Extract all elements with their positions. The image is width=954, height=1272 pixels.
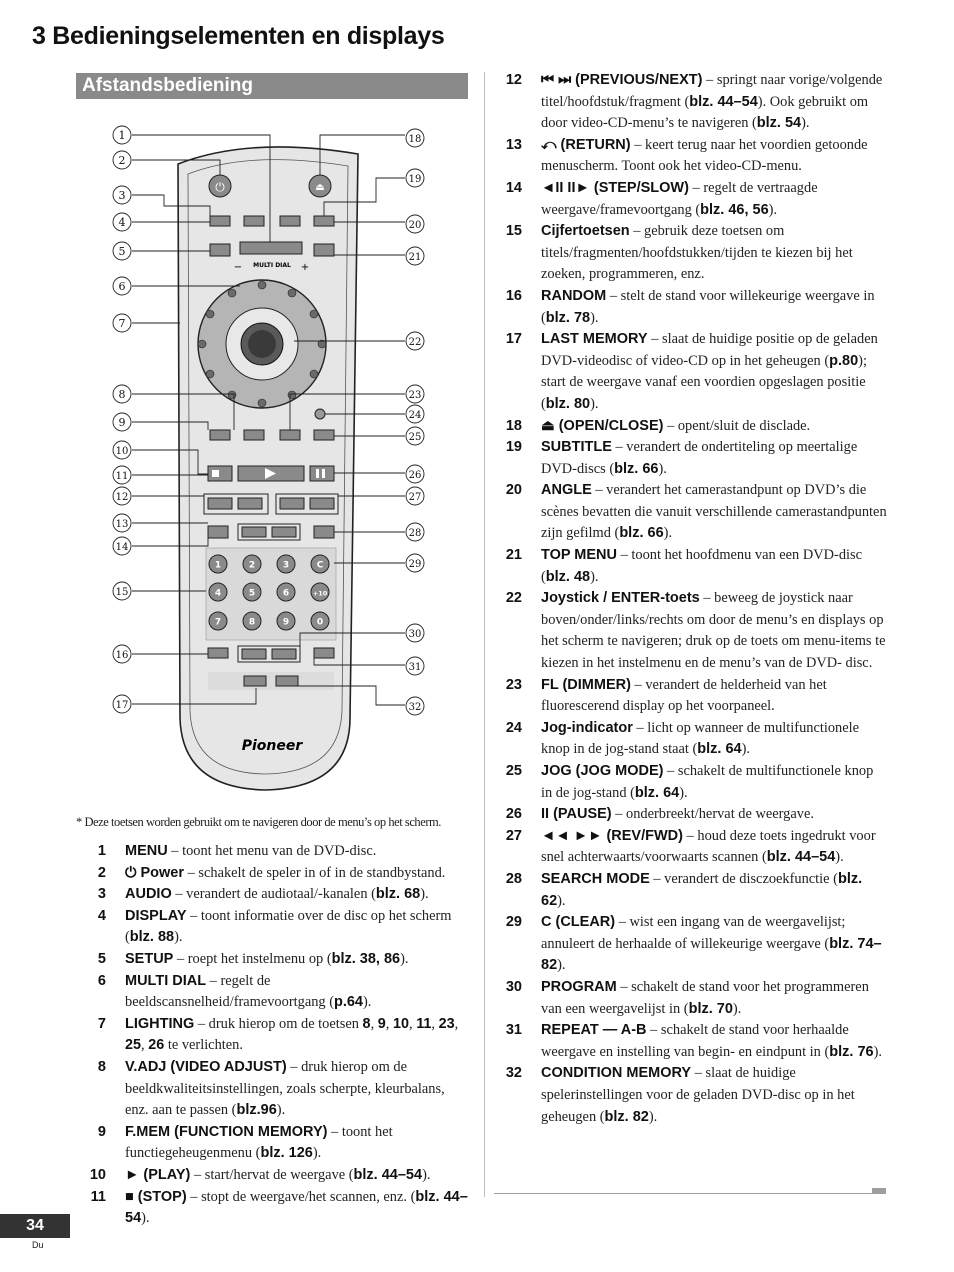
legend-item xyxy=(496,718,888,761)
legend-item xyxy=(80,1165,470,1187)
item-text: – wist een ingang van de weergavelijst; annuleert de herhaalde of willekeurige weergave ( xyxy=(541,914,846,952)
legend-item xyxy=(496,1063,888,1128)
callout-number: 27 xyxy=(408,492,422,503)
item-number: 18 xyxy=(505,417,522,434)
legend-item xyxy=(496,329,888,415)
item-number: 14 xyxy=(505,179,522,196)
item-number: 11 xyxy=(90,1188,106,1205)
item-number: 17 xyxy=(505,331,522,348)
svg-text:⏻: ⏻ xyxy=(215,180,225,194)
item-term: CONDITION MEMORY xyxy=(541,1065,692,1082)
callout-number: 20 xyxy=(408,220,422,231)
callout-number: 3 xyxy=(118,189,126,202)
item-text: – onderbreekt/hervat de weergave. xyxy=(611,806,814,823)
item-text: – verandert de audiotaal/-kanalen ( xyxy=(171,886,376,903)
callout-number: 30 xyxy=(408,629,422,640)
callout-number: 14 xyxy=(115,542,129,553)
multi-dial-label: MULTI DIAL xyxy=(253,262,291,269)
item-text: ). xyxy=(557,892,566,909)
item-page-ref: blz. 44–54 xyxy=(689,93,758,110)
item-page-ref: blz. 88 xyxy=(129,929,175,946)
item-key-ref: 23 xyxy=(438,1015,455,1032)
item-number: 2 xyxy=(97,864,106,881)
callout-number: 1 xyxy=(118,129,126,142)
item-term: F.MEM (FUNCTION MEMORY) xyxy=(125,1123,328,1140)
keypad-key-label: C xyxy=(316,560,324,571)
item-page-ref: blz. 48 xyxy=(545,568,591,585)
legend-item xyxy=(80,1014,470,1057)
item-term: C (CLEAR) xyxy=(541,914,616,931)
legend-item xyxy=(496,178,888,221)
bottom-rule-marker xyxy=(872,1188,886,1194)
item-text: ). xyxy=(276,1102,286,1119)
item-number: 7 xyxy=(97,1015,106,1032)
item-text: – regelt de beeldscansnelheid/framevoortgang ( xyxy=(125,972,334,1011)
callout-number: 6 xyxy=(118,280,126,293)
legend-item xyxy=(496,545,888,588)
legend-item xyxy=(496,804,888,826)
item-text: – schakelt de stand voor herhaalde weergave en instelling van begin- en eindpunt in ( xyxy=(541,1022,849,1060)
keypad-key-label: 8 xyxy=(248,617,256,628)
item-number: 24 xyxy=(505,719,522,736)
item-term: JOG (JOG MODE) xyxy=(541,763,664,779)
item-page-ref: blz. 46, 56 xyxy=(700,201,769,218)
callouts-right xyxy=(406,129,424,715)
item-text: – verandert de helderheid van het fluorescerend display op het voorpaneel. xyxy=(541,676,827,715)
column-divider xyxy=(484,72,485,1197)
item-number: 9 xyxy=(97,1123,106,1140)
item-page-ref: blz. 64 xyxy=(634,784,680,801)
item-number: 20 xyxy=(505,482,522,499)
item-term: LAST MEMORY xyxy=(541,331,648,348)
callouts-left xyxy=(113,126,131,713)
item-key-ref: 11 xyxy=(416,1015,432,1032)
item-text: ). xyxy=(422,1166,431,1183)
item-number: 25 xyxy=(505,763,522,779)
item-number: 23 xyxy=(505,676,522,693)
item-text: , xyxy=(385,1015,393,1032)
item-text: – start/hervat de weergave ( xyxy=(190,1166,354,1183)
callout-number: 19 xyxy=(408,174,422,185)
item-text: ). xyxy=(174,929,183,946)
item-text: – schakelt de multifunctionele knop in de jog-stand ( xyxy=(541,763,874,801)
item-term: LIGHTING xyxy=(125,1015,195,1032)
item-term: RANDOM xyxy=(541,287,607,304)
remote-control-diagram xyxy=(100,118,440,808)
item-page-ref: blz. 70 xyxy=(688,1000,733,1017)
item-term: ANGLE xyxy=(541,482,592,499)
item-page-ref: blz. 66 xyxy=(619,525,664,542)
legend-item xyxy=(496,416,888,438)
item-text: ). Ook gebruikt om door video-CD-menu’s te navigeren ( xyxy=(541,93,869,132)
callout-number: 28 xyxy=(408,528,422,539)
callout-number: 15 xyxy=(115,587,129,598)
item-key-ref: 26 xyxy=(148,1037,165,1054)
item-term: SUBTITLE xyxy=(541,439,612,456)
item-text: ). xyxy=(801,115,810,132)
item-number: 13 xyxy=(505,136,522,153)
item-number: 12 xyxy=(505,72,522,88)
item-text: – druk hierop om de toetsen xyxy=(194,1015,363,1032)
item-text: ). xyxy=(741,741,750,758)
item-text: ). xyxy=(363,994,372,1011)
legend-item xyxy=(80,906,470,949)
language-code: Du xyxy=(32,1240,44,1250)
item-text: – toont het hoofdmenu van een DVD-disc ( xyxy=(541,547,863,585)
item-text: ). xyxy=(590,309,599,326)
item-text: , xyxy=(370,1015,378,1032)
item-page-ref: blz. 126 xyxy=(260,1145,313,1162)
item-text: – verandert de ondertiteling op meertalige DVD-discs ( xyxy=(541,439,858,477)
item-page-ref: blz. 66 xyxy=(614,460,659,477)
item-text: ). xyxy=(663,525,673,542)
item-text: ). xyxy=(648,1108,658,1125)
page-title: 3 Bedieningselementen en displays xyxy=(32,22,445,50)
legend-item xyxy=(496,1020,888,1063)
item-page-ref: blz. 62 xyxy=(541,870,863,909)
callout-number: 17 xyxy=(115,700,129,711)
legend-item xyxy=(80,949,470,971)
item-term: PROGRAM xyxy=(541,978,617,995)
item-number: 21 xyxy=(505,547,522,564)
keypad-key-label: 7 xyxy=(214,617,222,628)
legend-item xyxy=(496,437,888,480)
item-term: SEARCH MODE xyxy=(541,870,650,887)
item-number: 26 xyxy=(505,806,522,823)
legend-item xyxy=(496,869,888,912)
item-text: – regelt de vertraagde weergave/framevoortgang ( xyxy=(541,179,818,218)
item-number: 15 xyxy=(505,223,522,240)
item-number: 8 xyxy=(97,1058,106,1075)
callout-number: 13 xyxy=(115,519,129,530)
item-text: – verandert het camerastandpunt op DVD’s die scènes bevatten die vanuit verschillende camerastandpunten zijn gefilmd ( xyxy=(541,482,887,542)
keypad-key-label: 9 xyxy=(282,617,290,628)
multi-dial-plus: + xyxy=(300,262,310,273)
item-page-ref: blz. 74–82 xyxy=(541,935,882,974)
item-text: ). xyxy=(400,950,409,967)
callout-number: 10 xyxy=(115,446,129,457)
item-number: 28 xyxy=(505,870,522,887)
legend-item xyxy=(496,588,888,674)
keypad-key-label: 5 xyxy=(248,588,256,599)
item-page-ref: p.64 xyxy=(333,994,363,1011)
item-term: Joystick / ENTER-toets xyxy=(541,590,700,607)
callout-number: 21 xyxy=(408,252,422,263)
item-text: – toont het functiegeheugenmenu ( xyxy=(125,1123,393,1162)
item-term: ◄II II► (STEP/SLOW) xyxy=(541,179,689,196)
item-number: 6 xyxy=(97,972,106,989)
legend-item xyxy=(496,70,888,135)
item-text: ). xyxy=(768,201,778,218)
item-page-ref: blz. 44–54 xyxy=(125,1188,468,1227)
item-text: ). xyxy=(312,1145,322,1162)
item-term: TOP MENU xyxy=(541,547,618,564)
item-term: V.ADJ (VIDEO ADJUST) xyxy=(125,1058,287,1075)
item-page-ref: blz. 76 xyxy=(829,1043,874,1060)
callout-number: 12 xyxy=(115,492,129,503)
item-text: ). xyxy=(420,886,429,903)
callout-number: 22 xyxy=(408,337,422,348)
item-text: – slaat de huidige spelerinstellingen voor de geladen DVD-disc op in het geheugen ( xyxy=(541,1065,855,1125)
item-text: – roept het instelmenu op ( xyxy=(173,950,332,967)
item-text: , xyxy=(141,1037,149,1054)
callout-number: 26 xyxy=(408,470,422,481)
item-text: – licht op wanneer de multifunctionele knop in de jog-stand staat ( xyxy=(541,719,860,758)
callout-number: 18 xyxy=(408,134,422,145)
keypad-key-label: +10 xyxy=(312,589,328,598)
callout-number: 29 xyxy=(408,559,422,570)
item-key-ref: 8 xyxy=(362,1015,371,1032)
item-text: – springt naar vorige/volgende titel/hoofdstuk/fragment ( xyxy=(541,72,883,110)
item-text: – toont het menu van de DVD-disc. xyxy=(167,843,377,859)
item-text: – slaat de huidige positie op de geladen DVD-videodisc of video-CD op in het geheugen ( xyxy=(541,331,878,369)
item-text: , xyxy=(431,1015,439,1032)
item-page-ref: blz.96 xyxy=(236,1102,277,1119)
item-page-ref: blz. 38, 86 xyxy=(331,950,401,967)
legend-item xyxy=(496,977,888,1020)
item-number: 30 xyxy=(505,978,522,995)
item-page-ref: blz. 64 xyxy=(697,741,742,758)
item-text: – schakelt de stand voor het programmeren van een weergavelijst in ( xyxy=(541,978,869,1017)
item-number: 16 xyxy=(505,287,522,304)
item-term: ■ (STOP) xyxy=(125,1188,187,1205)
item-text: – druk hierop om de beeldkwaliteitsinstellingen, zoals scherpte, kleurbalans, enz. aan te passen ( xyxy=(125,1058,445,1119)
keypad-key-label: 2 xyxy=(248,560,256,571)
multi-dial-minus: − xyxy=(233,262,243,273)
callout-number: 24 xyxy=(408,410,422,421)
item-text: – opent/sluit de disclade. xyxy=(663,417,811,434)
item-term: MENU xyxy=(125,843,168,859)
bottom-rule xyxy=(494,1193,886,1194)
item-text: ). xyxy=(835,849,844,866)
item-page-ref: blz. 44–54 xyxy=(353,1166,423,1183)
item-text: ). xyxy=(679,784,688,801)
item-text: ). xyxy=(557,957,566,974)
item-text: , xyxy=(409,1015,417,1032)
item-text: – stopt de weergave/het scannen, enz. ( xyxy=(186,1188,416,1205)
item-number: 27 xyxy=(505,827,522,844)
legend-item xyxy=(80,971,470,1014)
legend-item xyxy=(80,841,470,863)
item-key-ref: 10 xyxy=(392,1015,409,1032)
item-text: te verlichten. xyxy=(164,1037,243,1054)
item-number: 10 xyxy=(89,1166,106,1183)
item-term: ⤺ (RETURN) xyxy=(541,136,631,153)
keypad-key-label: 6 xyxy=(282,588,290,599)
item-text: ). xyxy=(658,460,667,477)
legend-item xyxy=(80,863,470,885)
item-number: 4 xyxy=(97,907,106,924)
item-term: SETUP xyxy=(125,950,174,967)
item-text: – gebruik deze toetsen om titels/fragmenten/hoofdstukken/tijden te kiezen bij het zoeken, programmeren, enz. xyxy=(541,223,853,283)
callout-number: 32 xyxy=(408,702,422,713)
legend-item xyxy=(496,480,888,545)
item-term: ⏮ ⏭ (PREVIOUS/NEXT) xyxy=(541,72,703,88)
item-page-ref: blz. 68 xyxy=(375,886,421,903)
item-term: MULTI DIAL xyxy=(125,972,207,989)
item-text: ). xyxy=(590,568,599,585)
callout-number: 8 xyxy=(118,388,126,401)
item-page-ref: blz. 78 xyxy=(545,309,591,326)
item-text: ). xyxy=(873,1043,882,1060)
item-text: , xyxy=(454,1015,459,1032)
callout-number: 7 xyxy=(118,317,126,330)
legend-item xyxy=(496,135,888,178)
item-page-ref: blz. 82 xyxy=(604,1108,649,1125)
callout-number: 11 xyxy=(115,471,129,482)
footnote: * Deze toetsen worden gebruikt om te navigeren door de menu’s op het scherm. xyxy=(76,815,441,829)
item-text: – verandert de disczoekfunctie ( xyxy=(649,870,838,887)
item-text: – keert terug naar het voordien getoonde menuscherm. Toont ook het video-CD-menu. xyxy=(541,136,868,175)
item-page-ref: p.80 xyxy=(829,352,859,369)
item-number: 1 xyxy=(97,843,106,859)
legend-item xyxy=(80,1122,470,1165)
item-text: ); start de weergave vanaf een voordien opgeslagen positie ( xyxy=(541,352,867,412)
callout-number: 31 xyxy=(408,662,422,673)
item-text: – stelt de stand voor willekeurige weergave in ( xyxy=(541,287,875,326)
item-term: ⏻ Power xyxy=(125,864,185,881)
item-text: ). xyxy=(590,395,599,412)
item-text: – toont informatie over de disc op het scherm ( xyxy=(125,907,452,946)
item-term: Cijfertoetsen xyxy=(541,223,630,240)
legend-item xyxy=(80,884,470,906)
item-text: ). xyxy=(141,1210,150,1227)
legend-item xyxy=(80,1187,470,1230)
item-term: ◄◄ ►► (REV/FWD) xyxy=(541,827,683,844)
legend-item xyxy=(496,286,888,329)
item-number: 19 xyxy=(505,439,522,456)
item-text: ). xyxy=(732,1000,742,1017)
legend-item xyxy=(80,1057,470,1122)
legend-item xyxy=(496,761,888,804)
item-term: REPEAT — A-B xyxy=(541,1022,647,1039)
callout-number: 5 xyxy=(118,245,126,258)
legend-item xyxy=(496,221,888,286)
item-term: ► (PLAY) xyxy=(125,1166,191,1183)
item-number: 5 xyxy=(97,950,106,967)
item-page-ref: blz. 80 xyxy=(545,395,591,412)
legend-list-right xyxy=(496,70,888,1128)
keypad-key-label: 1 xyxy=(214,560,222,571)
callout-number: 4 xyxy=(118,216,126,229)
item-term: FL (DIMMER) xyxy=(541,676,631,693)
keypad-key-label: 4 xyxy=(214,588,222,599)
item-term: DISPLAY xyxy=(125,907,187,924)
item-number: 32 xyxy=(505,1065,522,1082)
multi-dial xyxy=(198,280,326,408)
item-term: II (PAUSE) xyxy=(541,806,612,823)
svg-text:⏏: ⏏ xyxy=(315,182,325,193)
callout-number: 25 xyxy=(408,432,422,443)
page-number: 34 xyxy=(0,1214,70,1238)
item-text: – schakelt de speler in of in de standbystand. xyxy=(184,864,446,881)
item-number: 29 xyxy=(505,914,522,931)
item-number: 22 xyxy=(505,590,522,607)
keypad-key-label: 0 xyxy=(316,617,324,628)
legend-list-left xyxy=(80,841,470,1230)
item-page-ref: blz. 54 xyxy=(756,115,802,132)
callout-number: 16 xyxy=(115,650,129,661)
item-number: 31 xyxy=(505,1022,522,1039)
item-text: – houd deze toets ingedrukt voor snel achterwaarts/voorwaarts scannen ( xyxy=(541,827,876,866)
item-key-ref: 25 xyxy=(125,1037,142,1054)
brand-logo: Pioneer xyxy=(241,738,303,754)
item-text: – beweeg de joystick naar boven/onder/links/rechts om door de menu’s en displays op het scherm te navigeren; druk op de toets om menu-items te kiezen in het instelmenu en de menu’s van de DVD- disc. xyxy=(541,590,886,672)
item-number: 3 xyxy=(97,886,106,903)
item-term: AUDIO xyxy=(125,886,172,903)
item-key-ref: 9 xyxy=(377,1015,386,1032)
callout-number: 23 xyxy=(408,390,422,401)
legend-item xyxy=(496,675,888,718)
section-title: Afstandsbediening xyxy=(76,73,468,99)
legend-item xyxy=(496,826,888,869)
keypad-key-label: 3 xyxy=(282,560,290,571)
item-term: Jog-indicator xyxy=(541,719,633,736)
callout-number: 9 xyxy=(118,416,126,429)
legend-item xyxy=(496,912,888,977)
callout-number: 2 xyxy=(118,154,126,167)
item-term: ⏏ (OPEN/CLOSE) xyxy=(541,417,664,434)
item-page-ref: blz. 44–54 xyxy=(766,849,836,866)
